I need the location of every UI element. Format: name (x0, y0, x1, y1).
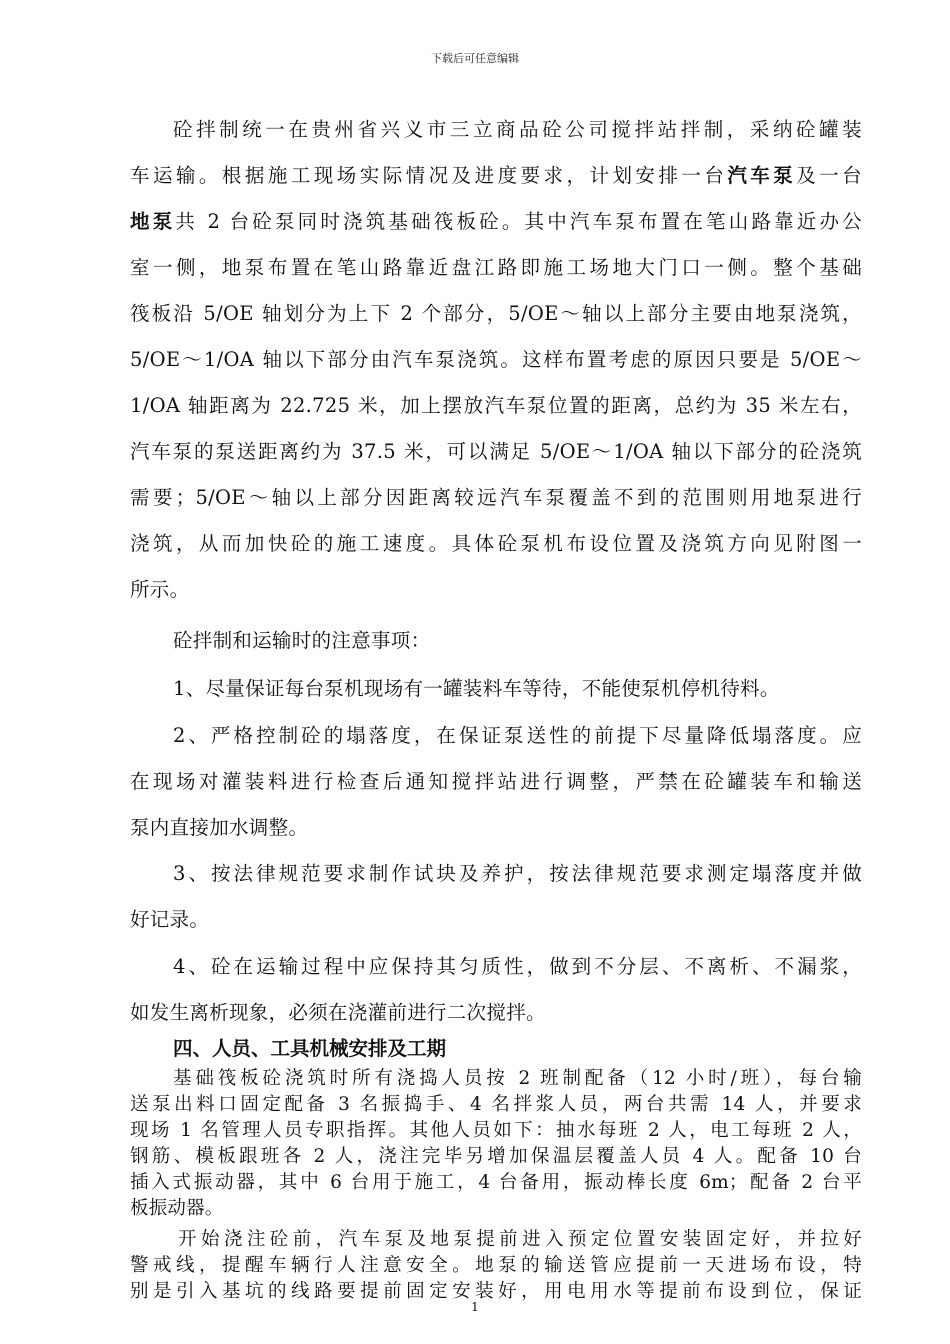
text-line: 浇筑，从而加快砼的施工速度。具体砼泵机布设位置及浇筑方向见附图一 (130, 532, 862, 555)
section-heading: 四、人员、工具机械安排及工期 (173, 1037, 447, 1060)
text-line: 警戒线，提醒车辆行人注意安全。地泵的输送管应提前一天进场布设，特 (130, 1255, 862, 1276)
text-line: 送泵出料口固定配备 3 名振捣手、4 名拌浆人员，两台共需 14 人，并要求 (130, 1094, 862, 1115)
text-line: 汽车泵的泵送距离约为 37.5 米，可以满足 5/OE～1/OA 轴以下部分的砼浇筑 (130, 440, 862, 463)
page-header: 下载后可任意编辑 (431, 52, 519, 65)
text-line: 室一侧，地泵布置在笔山路靠近盘江路即施工场地大门口一侧。整个基础 (130, 256, 862, 279)
text-line: 如发生离析现象，必须在浇灌前进行二次搅拌。 (130, 1001, 546, 1024)
text-line: 别是引入基坑的线路要提前固定安装好，用电用水等提前布设到位，保证 (130, 1281, 862, 1302)
text-line: 5/OE～1/OA 轴以下部分由汽车泵浇筑。这样布置考虑的原因只要是 5/OE～ (130, 348, 862, 371)
note-item: 1、尽量保证每台泵机现场有一罐装料车等待，不能使泵机停机待料。 (173, 677, 780, 700)
bold-term: 汽车泵 (727, 164, 797, 187)
text-line: 开始浇注砼前，汽车泵及地泵提前进入预定位置安装固定好，并拉好 (178, 1229, 862, 1250)
text-line: 1/OA 轴距离为 22.725 米，加上摆放汽车泵位置的距离，总约为 35 米左右， (130, 394, 862, 417)
page-number: 1 (471, 1300, 479, 1314)
text-line: 所示。 (130, 578, 190, 601)
text-line: 板振动器。 (130, 1198, 224, 1219)
text-line: 在现场对灌装料进行检查后通知搅拌站进行调整，严禁在砼罐装车和输送 (130, 770, 862, 793)
note-item: 2、严格控制砼的塌落度，在保证泵送性的前提下尽量降低塌落度。应 (173, 724, 862, 747)
note-item: 3、按法律规范要求制作试块及养护，按法律规范要求测定塌落度并做 (173, 862, 862, 885)
notes-title: 砼拌制和运输时的注意事项： (173, 629, 431, 652)
text-line (130, 160, 862, 188)
text-span: 及一台 (796, 164, 862, 187)
text-span: 车运输。根据施工现场实际情况及进度要求，计划安排一台 (130, 164, 728, 187)
text-line: 好记录。 (130, 908, 210, 931)
text-line: 砼拌制统一在贵州省兴义市三立商品砼公司搅拌站拌制，采纳砼罐装 (173, 118, 862, 141)
text-line: 插入式振动器，其中 6 台用于施工，4 台备用，振动棒长度 6m；配备 2 台平 (130, 1172, 862, 1193)
text-line: 现场 1 名管理人员专职指挥。其他人员如下：抽水每班 2 人，电工每班 2 人， (130, 1120, 862, 1141)
text-line (130, 206, 862, 234)
text-line: 基础筏板砼浇筑时所有浇捣人员按 2 班制配备（12 小时/班），每台输 (173, 1068, 862, 1089)
text-line: 需要；5/OE～轴以上部分因距离较远汽车泵覆盖不到的范围则用地泵进行 (130, 486, 862, 509)
text-line: 钢筋、模板跟班各 2 人，浇注完毕另增加保温层覆盖人员 4 人。配备 10 台 (130, 1146, 862, 1167)
bold-term: 地泵 (130, 210, 176, 233)
text-span: 共 2 台砼泵同时浇筑基础筏板砼。其中汽车泵布置在笔山路靠近办公 (175, 210, 862, 233)
note-item: 4、砼在运输过程中应保持其匀质性，做到不分层、不离析、不漏浆， (173, 955, 862, 978)
text-line: 筏板沿 5/OE 轴划分为上下 2 个部分，5/OE～轴以上部分主要由地泵浇筑， (130, 302, 862, 325)
text-line: 泵内直接加水调整。 (130, 816, 309, 839)
